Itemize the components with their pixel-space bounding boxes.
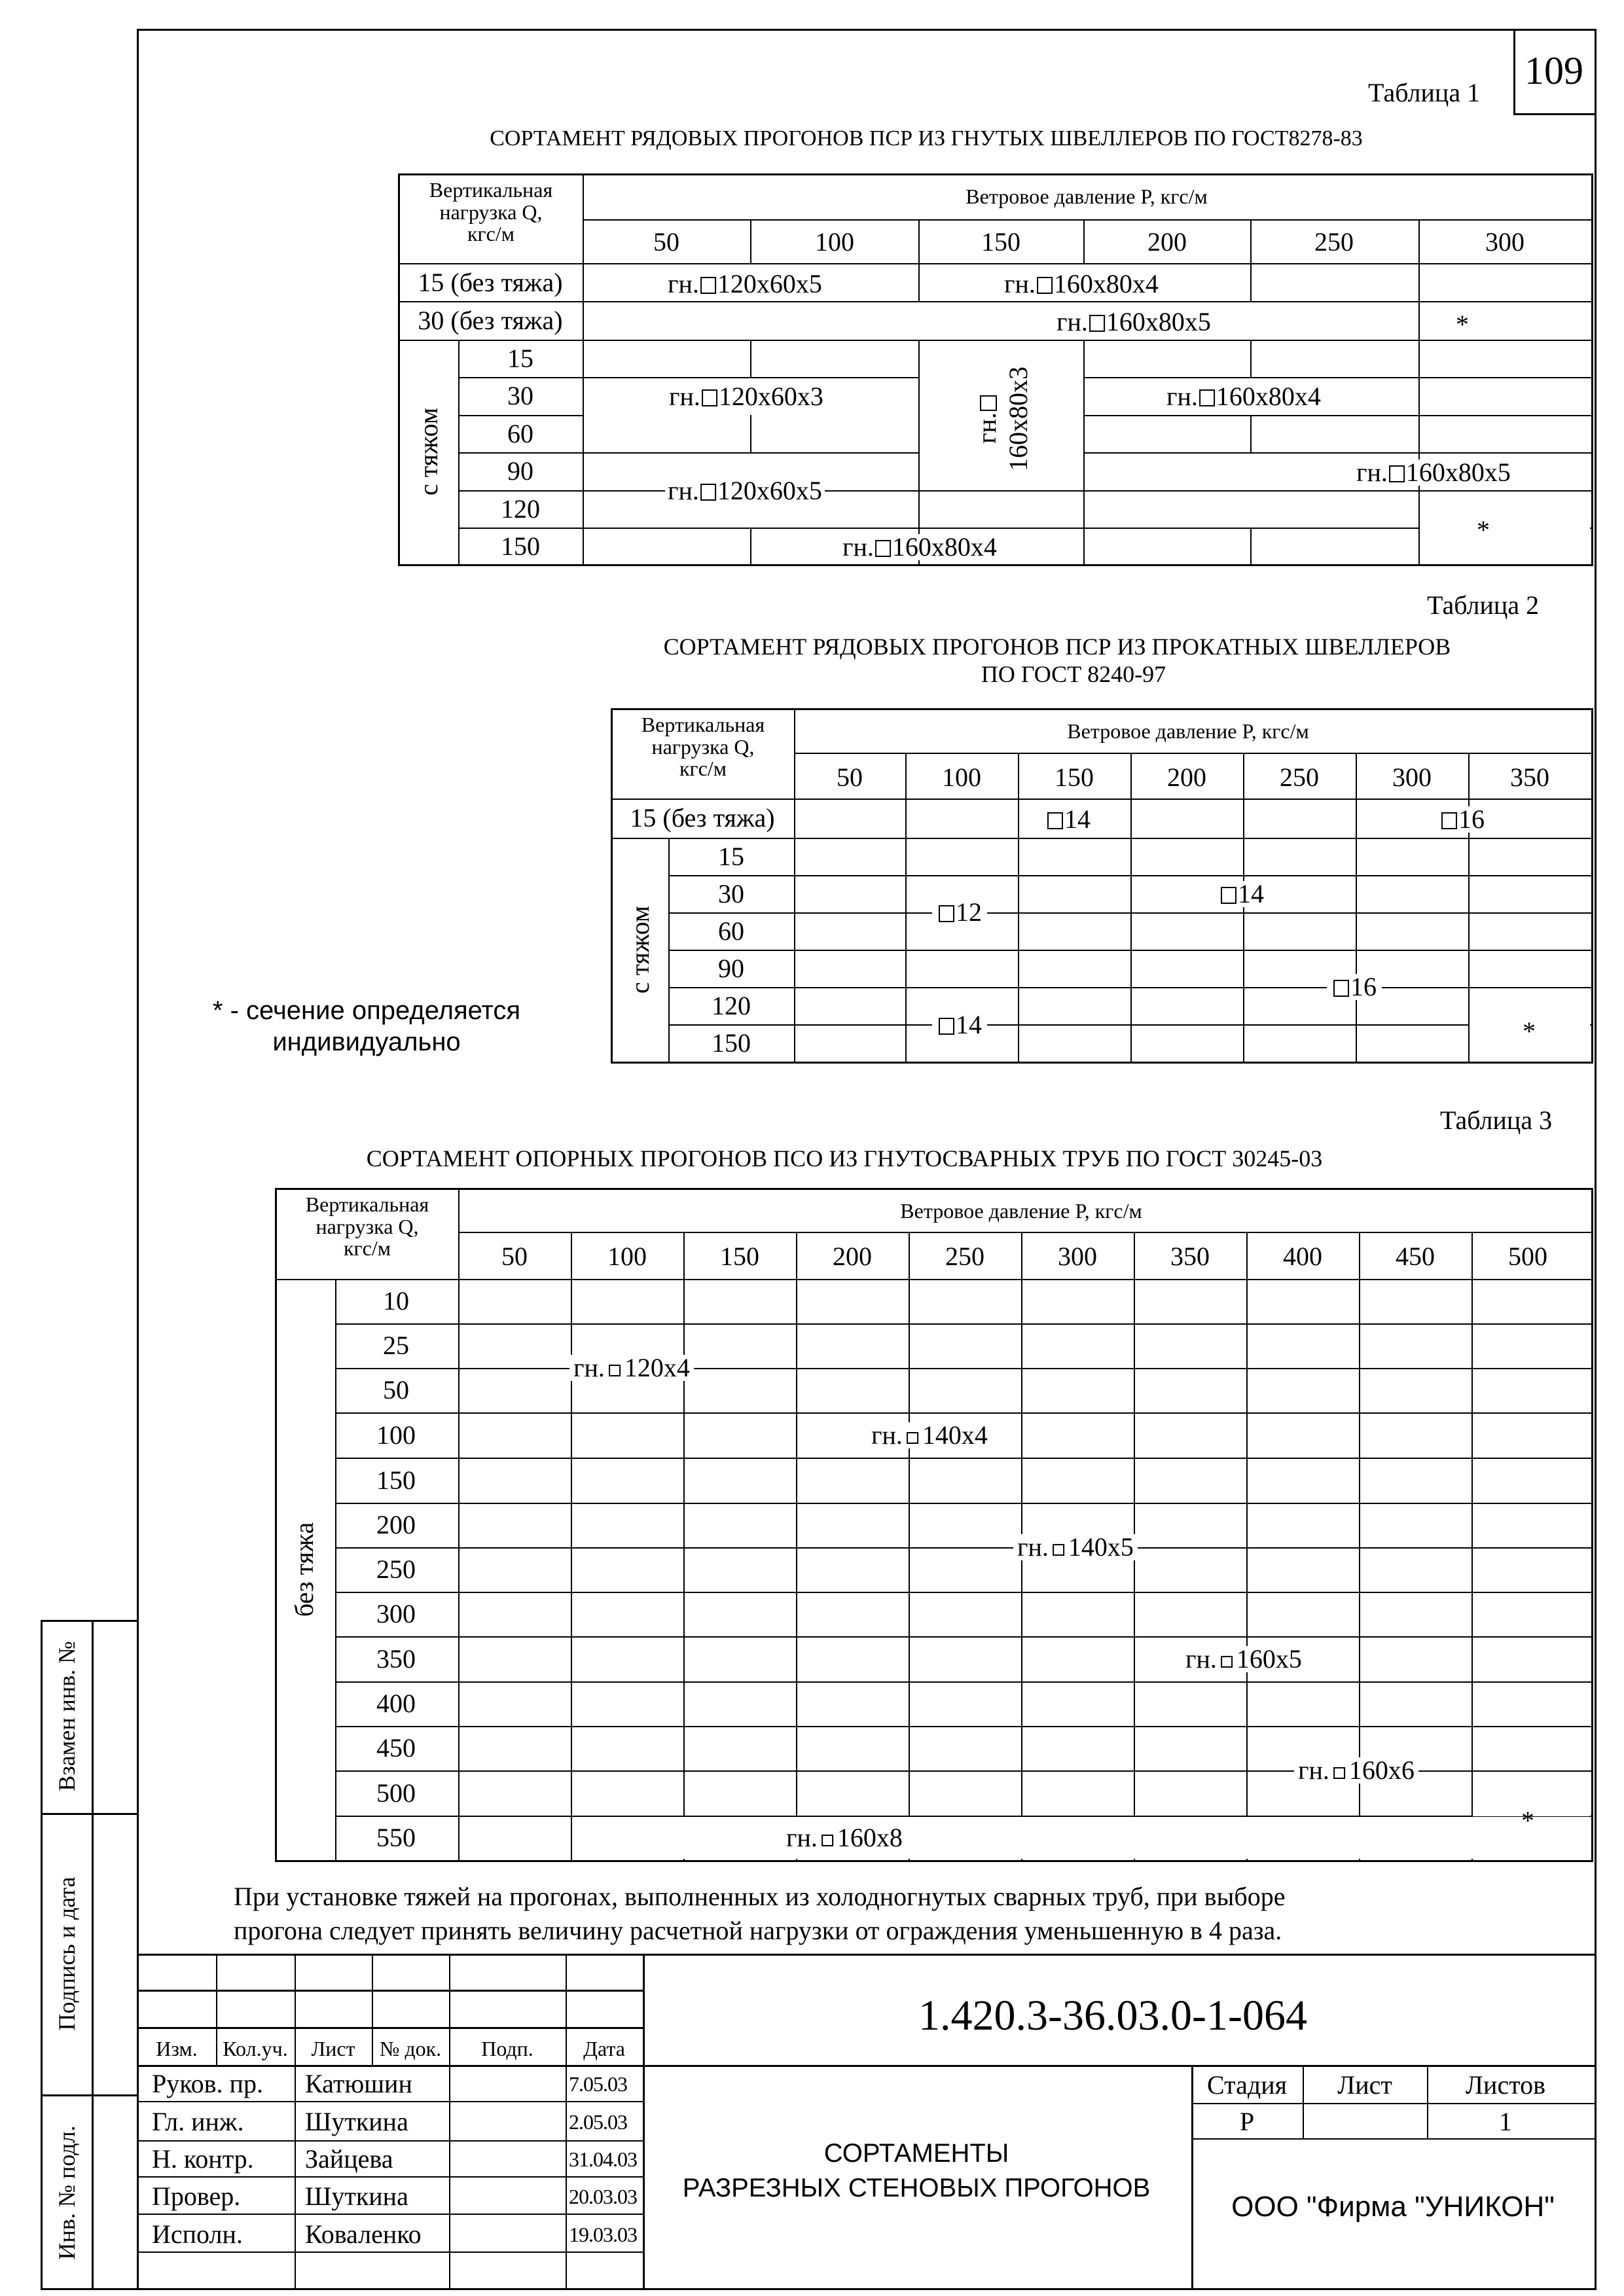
t2-col-50: 50 (837, 762, 863, 792)
t2-col-300: 300 (1392, 762, 1432, 792)
square-tube-icon (821, 1835, 833, 1846)
t3-row-200: 200 (376, 1510, 416, 1539)
t1-row-60: 60 (507, 419, 533, 448)
stamp-date-5: 19.03.03 (569, 2223, 637, 2246)
square-tube-icon (1333, 1767, 1345, 1779)
stamp-name-3: Зайцева (305, 2144, 393, 2174)
stamp-col-date: Дата (583, 2037, 625, 2060)
drawing-title-line2: РАЗРЕЗНЫХ СТЕНОВЫХ ПРОГОНОВ (682, 2174, 1151, 2202)
t1-col-50: 50 (653, 227, 679, 257)
t3-cell-star: * (1521, 1806, 1534, 1835)
channel-section-icon (1221, 887, 1236, 904)
table-1-title: СОРТАМЕНТ РЯДОВЫХ ПРОГОНОВ ПСР ИЗ ГНУТЫХ ШВЕЛЛЕРОВ ПО ГОСТ8278-83 (490, 126, 1363, 151)
square-tube-icon (1053, 1544, 1064, 1556)
t1-col-200: 200 (1147, 227, 1187, 257)
square-section-icon (1199, 389, 1215, 406)
stamp-sheets-header: Листов (1465, 2070, 1546, 2100)
t3-col-50: 50 (501, 1242, 528, 1271)
note-line-2: прогона следует принять величину расчетной нагрузки от ограждения уменьшенную в 4 раза. (234, 1916, 1282, 1945)
t1-row-15: 15 (507, 344, 533, 373)
t2-cell-gb: 14 (1214, 881, 1269, 907)
channel-section-icon (1441, 812, 1457, 829)
company-name: ООО "Фирма "УНИКОН" (1231, 2191, 1555, 2223)
t3-row-50: 50 (383, 1375, 409, 1405)
channel-section-icon (939, 905, 954, 922)
square-section-icon (702, 389, 717, 406)
t2-col-100: 100 (942, 762, 981, 792)
t3-row-300: 300 (376, 1599, 416, 1628)
stamp-col-sign: Подп. (481, 2037, 533, 2060)
t3-row-25: 25 (383, 1331, 409, 1360)
square-section-icon (1037, 277, 1053, 294)
document-code: 1.420.3-36.03.0-1-064 (918, 1992, 1307, 2039)
t1-row-120: 120 (501, 494, 540, 524)
channel-section-icon (1047, 812, 1063, 829)
stamp-sheet-header: Лист (1337, 2070, 1392, 2100)
t3-col-500: 500 (1508, 1242, 1547, 1271)
t1-group-with-tie: с тяжом (414, 407, 443, 496)
t1-col-250: 250 (1314, 227, 1354, 257)
stamp-sheets-value: 1 (1499, 2107, 1512, 2136)
channel-section-icon (939, 1018, 954, 1035)
channel-section-icon (1333, 980, 1349, 997)
table-2-title-line2: ПО ГОСТ 8240-97 (981, 661, 1166, 687)
t3-row-350: 350 (376, 1644, 416, 1674)
t3-cell-e: гн. 160х6 (1294, 1757, 1418, 1784)
strip-replaced-inv: Взамен инв. № (54, 1641, 80, 1791)
t1-row-90: 90 (507, 456, 533, 486)
table-2-title-line1: СОРТАМЕНТ РЯДОВЫХ ПРОГОНОВ ПСР ИЗ ПРОКАТНЫХ ШВЕЛЛЕРОВ (663, 634, 1451, 660)
t1-cell-gc: гн. 160х80х5 (1354, 459, 1513, 486)
t1-col-300: 300 (1485, 227, 1525, 257)
table-2-wind-header: Ветровое давление P, кгс/м (1067, 719, 1309, 743)
strip-inv-original: Инв. № подл. (54, 2125, 80, 2260)
table-2-load-header: Вертикальная нагрузка Q, кгс/м (641, 713, 765, 781)
t2-cell-star: * (1523, 1016, 1536, 1046)
stamp-role-2: Гл. инж. (152, 2107, 244, 2136)
stamp-role-1: Руков. пр. (152, 2069, 263, 2098)
t1-cell-gd: гн. 120х60х5 (665, 478, 825, 504)
stamp-col-doc: № док. (379, 2037, 442, 2060)
t3-row-400: 400 (376, 1689, 416, 1718)
t3-col-250: 250 (945, 1242, 984, 1271)
square-tube-icon (1221, 1656, 1233, 1668)
t3-row-250: 250 (376, 1554, 416, 1584)
t1-row-150: 150 (501, 531, 540, 561)
square-section-icon (700, 277, 716, 294)
t3-row-500: 500 (376, 1778, 416, 1808)
t1-cell-r1b: гн. 160х80х4 (1001, 271, 1161, 297)
square-section-icon (1089, 315, 1105, 332)
stamp-role-3: Н. контр. (152, 2144, 254, 2174)
t2-col-200: 200 (1167, 762, 1206, 792)
table-1-load-header: Вертикальная нагрузка Q, кгс/м (429, 178, 553, 246)
stamp-date-2: 2.05.03 (569, 2110, 627, 2134)
t3-cell-f: гн. 160х8 (782, 1825, 907, 1851)
square-section-icon (875, 540, 891, 557)
stamp-stage-header: Стадия (1206, 2070, 1288, 2100)
table-3-load-header: Вертикальная нагрузка Q, кгс/м (305, 1193, 429, 1261)
t3-col-400: 400 (1283, 1242, 1322, 1271)
t2-col-150: 150 (1055, 762, 1094, 792)
stamp-name-1: Катюшин (305, 2069, 412, 2098)
t3-cell-c: гн. 140х5 (1013, 1534, 1138, 1560)
t2-col-350: 350 (1510, 762, 1549, 792)
stamp-name-2: Шуткина (305, 2107, 408, 2136)
t3-cell-a: гн. 120х4 (569, 1355, 694, 1381)
t1-row-30: 30 (507, 381, 533, 410)
stamp-stage-value: Р (1239, 2107, 1255, 2136)
stamp-name-4: Шуткина (305, 2181, 408, 2211)
t2-row-90: 90 (718, 954, 744, 983)
page-number: 109 (1525, 49, 1583, 92)
square-section-icon (700, 484, 716, 501)
t2-row-150: 150 (712, 1028, 751, 1058)
t1-cell-vertical: гн. 160х80х3 (967, 357, 1039, 481)
footnote: * - сечение определяется индивидуально (212, 996, 521, 1056)
stamp-col-qty: Кол.уч. (223, 2037, 288, 2060)
t3-row-550: 550 (376, 1823, 416, 1852)
t3-group-without-tie: без тяжа (289, 1522, 319, 1617)
t1-cell-r1a: гн. 120х60х5 (665, 271, 825, 297)
t2-row-30: 30 (718, 879, 744, 908)
t2-row-60: 60 (718, 916, 744, 946)
table-3-label: Таблица 3 (1440, 1105, 1553, 1135)
square-section-icon (980, 395, 997, 411)
t1-cell-ge: гн. 160х80х4 (840, 534, 1000, 560)
table-1-label: Таблица 1 (1368, 78, 1481, 107)
t1-cell-r2a: гн. 160х80х5 (1054, 309, 1214, 335)
drawing-title-line1: СОРТАМЕНТЫ (823, 2139, 1009, 2168)
t2-cell-gd: 14 (932, 1012, 987, 1038)
t2-row-15-no-tie: 15 (без тяжа) (630, 803, 775, 833)
t2-row-120: 120 (712, 991, 751, 1020)
square-tube-icon (907, 1432, 918, 1444)
t1-cell-star: * (1477, 515, 1490, 545)
square-tube-icon (609, 1365, 621, 1376)
t3-row-10: 10 (383, 1286, 409, 1316)
stamp-role-5: Исполн. (152, 2219, 243, 2249)
t2-row-15: 15 (718, 842, 744, 871)
t3-col-450: 450 (1396, 1242, 1435, 1271)
t3-row-150: 150 (376, 1465, 416, 1495)
stamp-date-1: 7.05.03 (569, 2072, 627, 2096)
t2-cell-r1b: 16 (1437, 806, 1487, 833)
stamp-role-4: Провер. (152, 2181, 241, 2211)
stamp-date-4: 20.03.03 (569, 2185, 637, 2208)
t2-cell-gc: 16 (1327, 974, 1382, 1000)
t1-row-15-no-tie: 15 (без тяжа) (418, 268, 563, 297)
t3-col-350: 350 (1170, 1242, 1210, 1271)
t3-col-100: 100 (607, 1242, 647, 1271)
table-3-wind-header: Ветровое давление P, кгс/м (900, 1199, 1142, 1223)
t2-cell-ga: 12 (932, 899, 987, 925)
stamp-col-sheet: Лист (311, 2037, 355, 2060)
t3-col-150: 150 (720, 1242, 759, 1271)
stamp-date-3: 31.04.03 (569, 2147, 637, 2171)
t3-row-100: 100 (376, 1420, 416, 1450)
t1-col-100: 100 (815, 227, 854, 257)
strip-signature-date: Подпись и дата (54, 1876, 80, 2031)
note-line-1: При установке тяжей на прогонах, выполненных из холодногнутых сварных труб, при выборе (234, 1882, 1286, 1911)
table-1-wind-header: Ветровое давление P, кгс/м (965, 185, 1208, 208)
t2-cell-r1a: 14 (1043, 806, 1093, 833)
t2-col-250: 250 (1280, 762, 1319, 792)
t2-group-with-tie: с тяжом (625, 905, 655, 994)
t1-cell-r2-star: * (1456, 310, 1469, 339)
t1-col-150: 150 (981, 227, 1020, 257)
t3-cell-d: гн. 160х5 (1182, 1646, 1306, 1672)
t3-cell-b: гн. 140х4 (867, 1422, 992, 1448)
t1-cell-gb: гн. 160х80х4 (1164, 384, 1324, 410)
t3-col-200: 200 (833, 1242, 872, 1271)
t1-cell-ga: гн. 120х60х3 (666, 384, 826, 410)
stamp-col-rev: Изм. (156, 2037, 198, 2060)
t1-row-30-no-tie: 30 (без тяжа) (418, 306, 563, 335)
stamp-name-5: Коваленко (305, 2219, 422, 2249)
t3-row-450: 450 (376, 1733, 416, 1763)
t3-col-300: 300 (1058, 1242, 1097, 1271)
table-3-title: СОРТАМЕНТ ОПОРНЫХ ПРОГОНОВ ПСО ИЗ ГНУТОСВАРНЫХ ТРУБ ПО ГОСТ 30245-03 (366, 1145, 1323, 1172)
table-2-label: Таблица 2 (1427, 590, 1540, 620)
square-section-icon (1389, 465, 1405, 482)
